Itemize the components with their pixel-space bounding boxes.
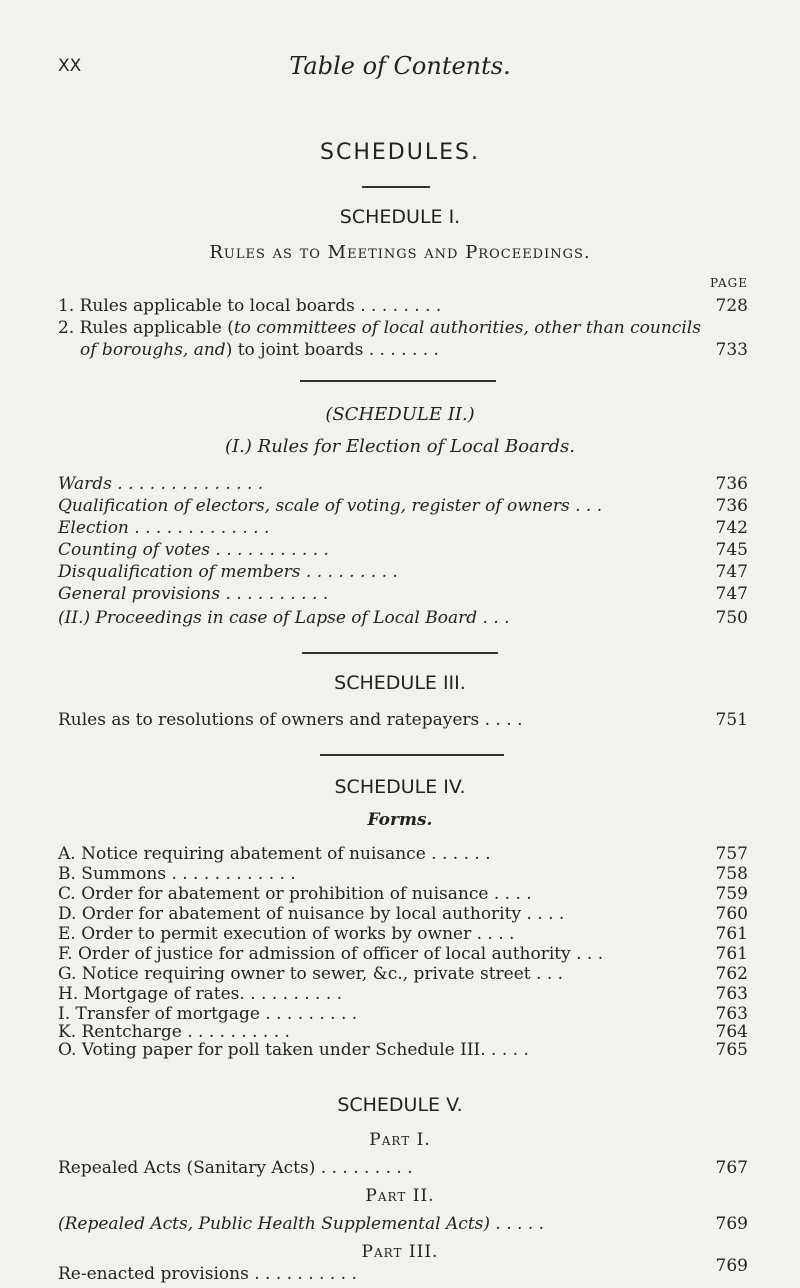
toc-entry-text: Rules as to resolutions of owners and ratepayers . . . . — [58, 710, 523, 730]
toc-entry-text: K. Rentcharge . . . . . . . . . . — [58, 1022, 290, 1042]
toc-entry-text: F. Order of justice for admission of officer of local authority . . . — [58, 944, 604, 964]
toc-entry — [58, 474, 748, 495]
toc-entry-page: 763 — [715, 984, 748, 1004]
schedule-4-title: SCHEDULE IV. — [334, 776, 466, 798]
toc-entry — [58, 864, 748, 885]
toc-entry-page: 764 — [715, 1022, 748, 1042]
toc-entry — [58, 904, 748, 925]
page-column-label: PAGE — [710, 276, 748, 290]
toc-entry-text: (II.) Proceedings in case of Lapse of Local Board . . . — [58, 608, 510, 628]
schedule-5-part-1: Part I. — [369, 1130, 431, 1150]
toc-entry-text: 1. Rules applicable to local boards . . . . . . . . — [58, 296, 442, 316]
toc-entry-page: 736 — [715, 474, 748, 494]
toc-entry-text: D. Order for abatement of nuisance by local authority . . . . — [58, 904, 565, 924]
toc-entry — [58, 562, 748, 583]
toc-entry-text: Counting of votes . . . . . . . . . . . — [58, 540, 329, 560]
toc-entry-page: 736 — [715, 496, 748, 516]
schedule-1-title: SCHEDULE I. — [339, 206, 461, 228]
schedule-3-title: SCHEDULE III. — [334, 672, 466, 694]
toc-entry — [58, 496, 748, 517]
schedule-5-part-2: Part II. — [365, 1186, 435, 1206]
toc-entry-page: 763 — [715, 1004, 748, 1024]
toc-entry-page: 745 — [715, 540, 748, 560]
divider — [362, 186, 430, 188]
toc-entry-text: A. Notice requiring abatement of nuisance . . . . . . — [58, 844, 491, 864]
toc-entry-page: 767 — [715, 1158, 748, 1178]
running-header: Table of Contents. — [289, 52, 511, 80]
toc-entry — [58, 608, 748, 629]
toc-entry-text-italic: to committees of local authorities, other than councils — [233, 318, 701, 338]
toc-entry-text: (Repealed Acts, Public Health Supplemental Acts) . . . . . — [58, 1214, 545, 1234]
toc-entry-text: 2. Rules applicable ( — [58, 318, 234, 338]
toc-entry-text: E. Order to permit execution of works by owner . . . . — [58, 924, 515, 944]
toc-entry-page: 750 — [715, 608, 748, 628]
toc-entry — [58, 924, 748, 945]
toc-entry — [58, 518, 748, 539]
toc-entry-page: 742 — [715, 518, 748, 538]
schedule-5-title: SCHEDULE V. — [337, 1094, 463, 1116]
toc-entry — [58, 710, 748, 731]
schedule-1-subtitle: Rules as to Meetings and Proceedings. — [209, 242, 591, 263]
toc-entry-page: 769 — [715, 1214, 748, 1234]
toc-entry-text: Re-enacted provisions . . . . . . . . . . — [58, 1264, 357, 1284]
toc-entry-page: 760 — [715, 904, 748, 924]
divider — [302, 652, 498, 654]
toc-entry — [58, 984, 748, 1005]
toc-entry-page: 759 — [715, 884, 748, 904]
toc-entry-text: I. Transfer of mortgage . . . . . . . . . — [58, 1004, 358, 1024]
toc-entry-text: Disqualification of members . . . . . . . . . — [58, 562, 398, 582]
page-title: SCHEDULES. — [320, 140, 480, 165]
schedule-5-part-3: Part III. — [361, 1242, 439, 1262]
page-number-roman: XX — [58, 56, 82, 76]
toc-entry-continued — [80, 340, 748, 361]
toc-entry-page: 769 — [715, 1256, 748, 1276]
toc-entry-text: Repealed Acts (Sanitary Acts) . . . . . . . . . — [58, 1158, 413, 1178]
toc-entry — [58, 1158, 748, 1179]
toc-entry-text: ) to joint boards . . . . . . . — [225, 340, 439, 360]
toc-entry — [58, 844, 748, 865]
toc-entry-page: 747 — [715, 584, 748, 604]
toc-entry-page: 728 — [715, 296, 748, 316]
toc-entry — [58, 1214, 748, 1235]
divider — [320, 754, 504, 756]
toc-entry — [58, 964, 748, 985]
toc-entry-page: 758 — [715, 864, 748, 884]
toc-entry-text: O. Voting paper for poll taken under Schedule III. . . . . — [58, 1040, 529, 1060]
schedule-2-subtitle: (I.) Rules for Election of Local Boards. — [225, 436, 575, 457]
toc-entry-page: 762 — [715, 964, 748, 984]
toc-entry-text: Wards . . . . . . . . . . . . . . — [58, 474, 264, 494]
divider — [300, 380, 496, 382]
toc-entry — [58, 884, 748, 905]
toc-entry-page: 747 — [715, 562, 748, 582]
toc-entry — [58, 540, 748, 561]
toc-entry-page: 761 — [715, 944, 748, 964]
toc-entry-text: B. Summons . . . . . . . . . . . . — [58, 864, 296, 884]
toc-entry-page: 761 — [715, 924, 748, 944]
toc-entry-text: C. Order for abatement or prohibition of nuisance . . . . — [58, 884, 532, 904]
toc-entry-text: Election . . . . . . . . . . . . . — [58, 518, 270, 538]
toc-entry — [58, 318, 748, 339]
toc-entry — [58, 944, 748, 965]
toc-entry-text: General provisions . . . . . . . . . . — [58, 584, 329, 604]
toc-entry-text-italic: of boroughs, and — [80, 340, 226, 360]
toc-entry-page: 733 — [715, 340, 748, 360]
toc-entry — [58, 1040, 748, 1061]
schedule-4-subtitle: Forms. — [367, 810, 433, 830]
schedule-2-title: (SCHEDULE II.) — [325, 404, 475, 425]
toc-entry — [58, 296, 748, 317]
toc-entry — [58, 584, 748, 605]
toc-entry-text: H. Mortgage of rates. . . . . . . . . . — [58, 984, 343, 1004]
toc-entry-text: Qualification of electors, scale of voting, register of owners . . . — [58, 496, 603, 516]
toc-entry-text: G. Notice requiring owner to sewer, &c., private street . . . — [58, 964, 564, 984]
toc-entry-page: 765 — [715, 1040, 748, 1060]
toc-entry-page: 751 — [715, 710, 748, 730]
toc-entry — [58, 1256, 748, 1285]
toc-entry-page: 757 — [715, 844, 748, 864]
